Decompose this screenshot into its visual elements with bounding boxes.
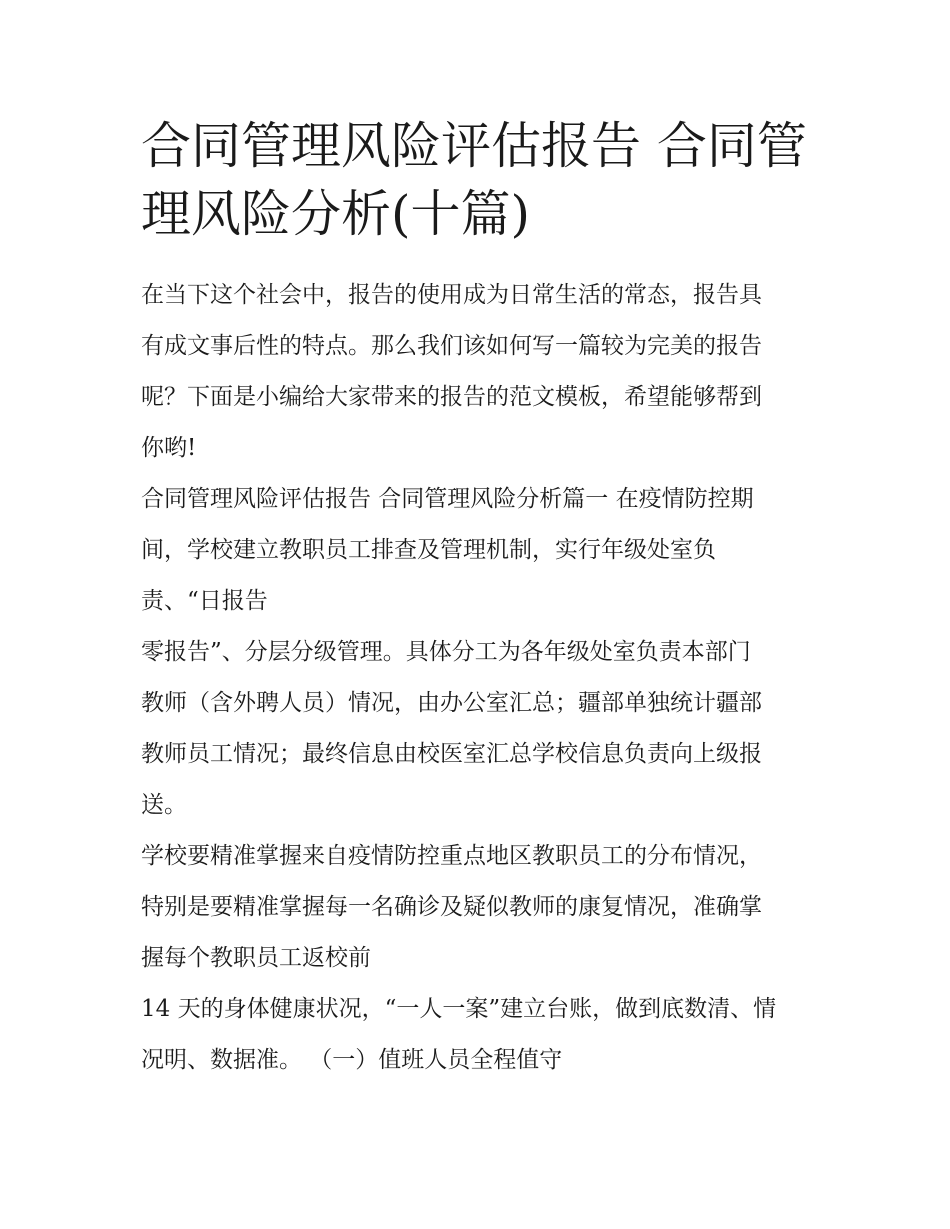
paragraph-health-status [141,984,813,1086]
text-line: 教师（含外聘人员）情况，由办公室汇总；疆部单独统计疆部 [141,690,762,716]
text-line: 14 天的身体健康状况，“一人一案”建立台账，做到底数清、情 [141,996,777,1022]
text-line: 学校要精准掌握来自疫情防控重点地区教职员工的分布情况， [141,843,762,869]
text-line: 握每个教职员工返校前 [141,945,371,971]
text-line: 责、“日报告 [141,588,268,614]
text-line: 零报告”、分层分级管理。具体分工为各年级处室负责本部门 [141,639,751,665]
paragraph-intro [141,270,813,474]
text-line: 特别是要精准掌握每一名确诊及疑似教师的康复情况，准确掌 [141,894,762,920]
paragraph-tracking [141,831,813,984]
text-line: 有成文事后性的特点。那么我们该如何写一篇较为完美的报告 [141,333,762,359]
text-line: 间，学校建立教职员工排查及管理机制，实行年级处室负 [141,537,716,563]
paragraph-division [141,627,813,831]
text-line: 呢？下面是小编给大家带来的报告的范文模板，希望能够帮到 [141,384,762,410]
text-line: 况明、数据准。 （一）值班人员全程值守 [141,1047,563,1073]
text-line: 你哟! [141,435,197,461]
document-page [141,112,813,1086]
title-line: 理风险分析(十篇) [141,185,531,243]
title-line: 合同管理风险评估报告 合同管 [141,117,807,175]
text-line: 合同管理风险评估报告 合同管理风险分析篇一 在疫情防控期 [141,486,754,512]
text-line: 送。 [141,792,187,818]
text-line: 在当下这个社会中，报告的使用成为日常生活的常态，报告具 [141,282,762,308]
text-line: 教师员工情况；最终信息由校医室汇总学校信息负责向上级报 [141,741,762,767]
paragraph-section-one [141,474,813,627]
document-title [141,112,813,248]
